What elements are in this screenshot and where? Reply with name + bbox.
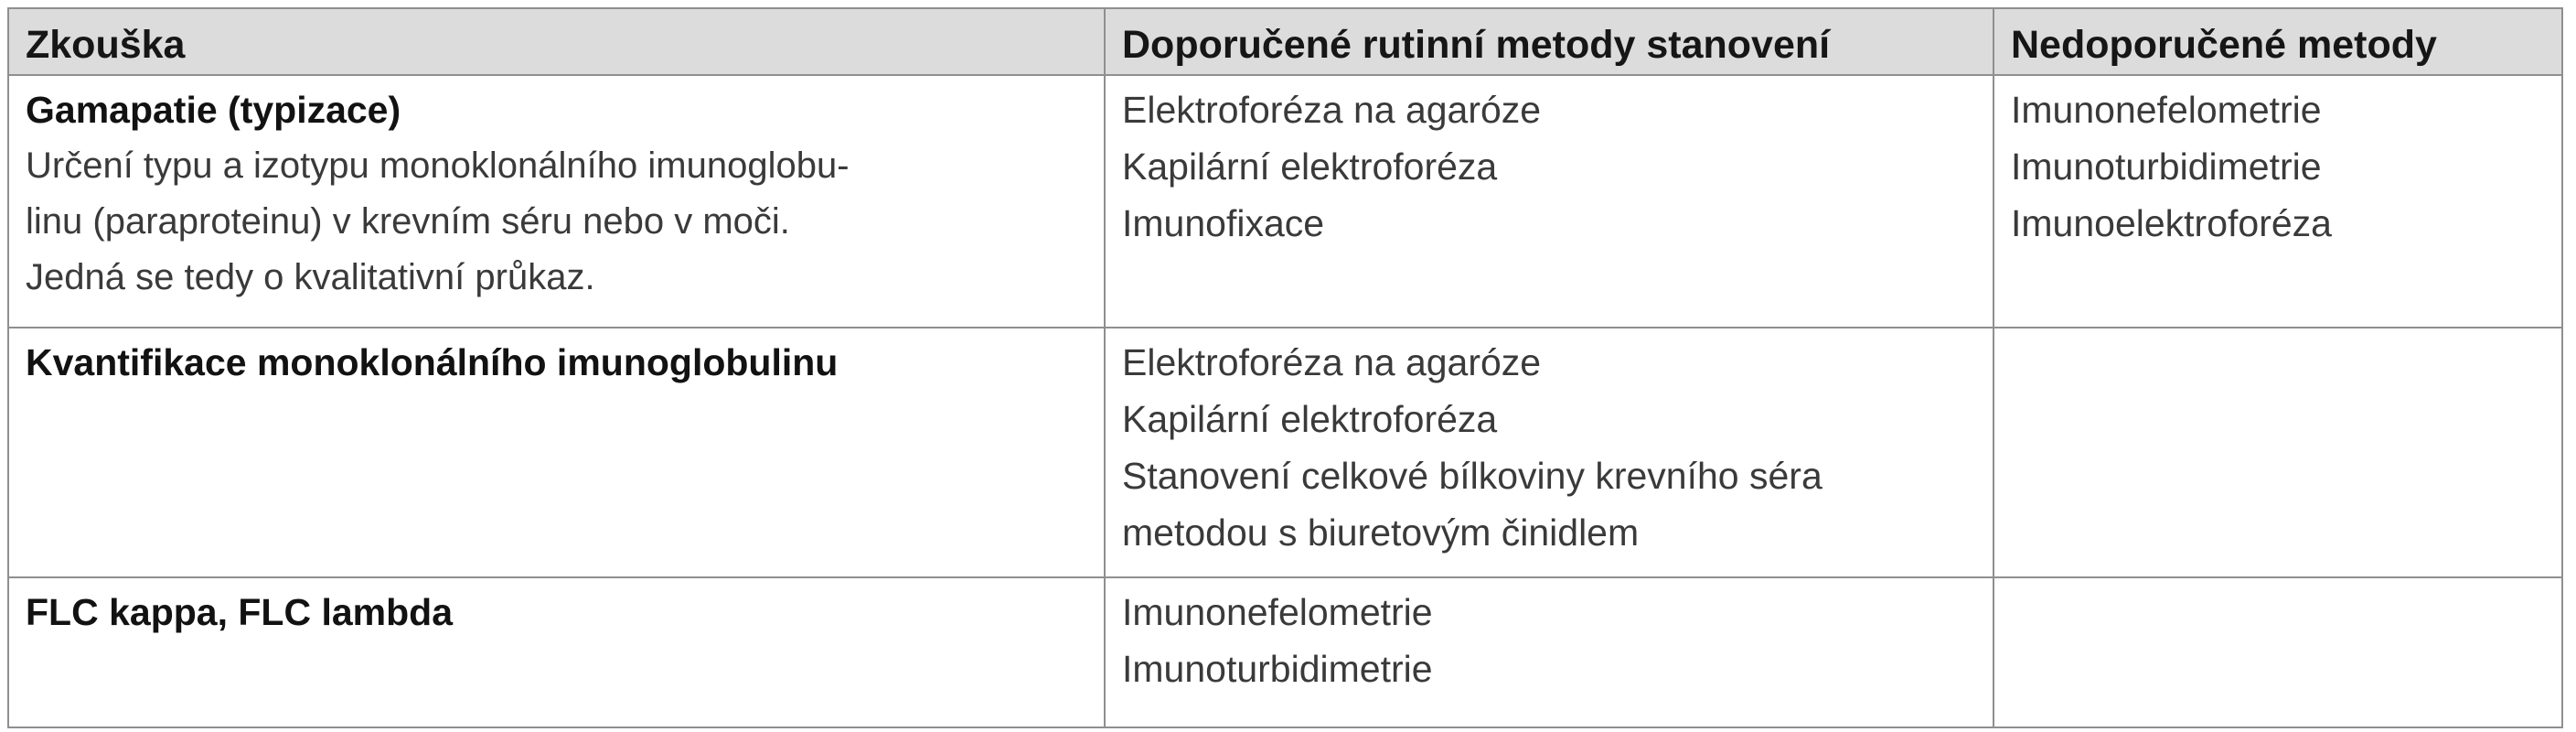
test-description-line: linu (paraproteinu) v krevním séru nebo v moči. xyxy=(26,201,790,242)
table-header xyxy=(8,8,2562,75)
recommended-method: Imunoturbidimetrie xyxy=(1122,648,1433,690)
not-recommended-cell xyxy=(1993,75,2562,328)
recommended-cell xyxy=(1105,328,1993,577)
test-description-line: Jedná se tedy o kvalitativní průkaz. xyxy=(26,257,595,297)
test-name: FLC kappa, FLC lambda xyxy=(26,591,453,633)
not-recommended-cell xyxy=(1993,328,2562,577)
recommended-method: Elektroforéza na agaróze xyxy=(1122,341,1542,383)
recommended-method: Kapilární elektroforéza xyxy=(1122,145,1498,188)
header-recommended-methods: Doporučené rutinní metody stanovení xyxy=(1105,8,1993,75)
recommended-method: Imunofixace xyxy=(1122,202,1325,244)
test-cell xyxy=(8,75,1105,328)
recommended-method: Kapilární elektroforéza xyxy=(1122,398,1498,440)
recommended-method: Stanovení celkové bílkoviny krevního séra xyxy=(1122,455,1822,497)
not-recommended-method: Imunonefelometrie xyxy=(2011,89,2322,131)
methods-table xyxy=(7,7,2563,728)
test-cell xyxy=(8,328,1105,577)
header-test: Zkouška xyxy=(8,8,1105,75)
not-recommended-method: Imunoelektroforéza xyxy=(2011,202,2332,244)
test-description-line: Určení typu a izotypu monoklonálního imunoglobu- xyxy=(26,145,850,186)
recommended-method: Elektroforéza na agaróze xyxy=(1122,89,1542,131)
table-row xyxy=(8,328,2562,577)
table-row xyxy=(8,75,2562,328)
test-name: Kvantifikace monoklonálního imunoglobulinu xyxy=(26,341,839,383)
header-row xyxy=(8,8,2562,75)
test-name: Gamapatie (typizace) xyxy=(26,89,401,131)
table-row xyxy=(8,577,2562,727)
recommended-cell xyxy=(1105,75,1993,328)
recommended-method: metodou s biuretovým činidlem xyxy=(1122,511,1640,554)
not-recommended-method: Imunoturbidimetrie xyxy=(2011,145,2322,188)
recommended-method: Imunonefelometrie xyxy=(1122,591,1433,633)
test-cell xyxy=(8,577,1105,727)
not-recommended-cell xyxy=(1993,577,2562,727)
header-not-recommended-methods: Nedoporučené metody xyxy=(1993,8,2562,75)
recommended-cell xyxy=(1105,577,1993,727)
table-body xyxy=(8,75,2562,727)
